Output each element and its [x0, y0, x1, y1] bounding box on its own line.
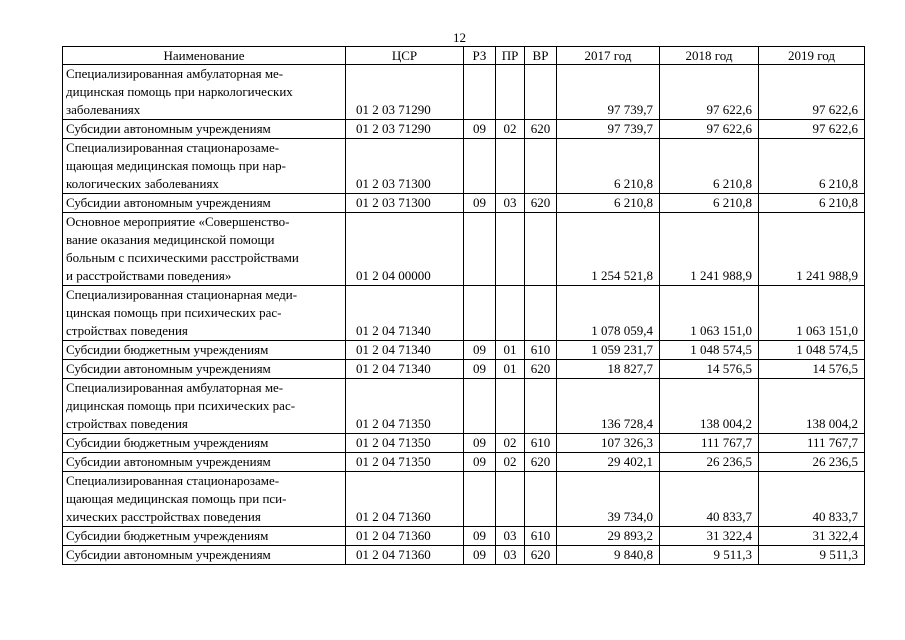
cell-name-line: Субсидии автономным учреждениям: [66, 361, 271, 376]
cell-vr: [525, 65, 557, 120]
cell-2018: 111 767,7: [660, 434, 759, 453]
cell-csr: 01 2 03 71290: [346, 65, 464, 120]
cell-pr: 02: [496, 453, 525, 472]
cell-2018: 138 004,2: [660, 379, 759, 434]
cell-name: [63, 453, 346, 472]
cell-pr: [496, 139, 525, 194]
table-row: [63, 65, 865, 120]
cell-name-line: щающая медицинская помощь при пси-: [66, 491, 287, 506]
cell-pr: [496, 379, 525, 434]
table-row: [63, 120, 865, 139]
cell-rz: 09: [464, 527, 496, 546]
cell-name: [63, 546, 346, 565]
cell-name-line: Субсидии бюджетным учреждениям: [66, 435, 269, 450]
cell-name-line: стройствах поведения: [66, 323, 188, 338]
cell-pr: 01: [496, 360, 525, 379]
cell-pr: 03: [496, 527, 525, 546]
cell-name: [63, 379, 346, 434]
cell-name: [63, 360, 346, 379]
cell-2019: 111 767,7: [759, 434, 865, 453]
table-row: [63, 341, 865, 360]
cell-name-line: хических расстройствах поведения: [66, 509, 261, 524]
cell-2018: 6 210,8: [660, 194, 759, 213]
cell-pr: 02: [496, 434, 525, 453]
cell-name-line: заболеваниях: [66, 102, 141, 117]
table-row: [63, 434, 865, 453]
cell-2019: 97 622,6: [759, 120, 865, 139]
table-body: [63, 65, 865, 565]
header-2017: 2017 год: [557, 47, 660, 65]
cell-2019: 40 833,7: [759, 472, 865, 527]
cell-2019: 14 576,5: [759, 360, 865, 379]
cell-2017: 6 210,8: [557, 194, 660, 213]
cell-2018: 1 063 151,0: [660, 286, 759, 341]
cell-name-line: цинская помощь при психических рас-: [66, 305, 282, 320]
cell-name-line: Специализированная амбулаторная ме-: [66, 66, 284, 81]
cell-name-line: Субсидии автономным учреждениям: [66, 121, 271, 136]
cell-rz: 09: [464, 546, 496, 565]
cell-2017: 18 827,7: [557, 360, 660, 379]
cell-name-line: Основное мероприятие «Совершенство-: [66, 214, 290, 229]
cell-name: [63, 434, 346, 453]
cell-name: [63, 120, 346, 139]
cell-name: [63, 472, 346, 527]
cell-rz: [464, 472, 496, 527]
cell-csr: 01 2 03 71300: [346, 194, 464, 213]
cell-name-line: Субсидии автономным учреждениям: [66, 454, 271, 469]
cell-2017: 29 402,1: [557, 453, 660, 472]
header-2019: 2019 год: [759, 47, 865, 65]
table-row: [63, 527, 865, 546]
cell-name-line: вание оказания медицинской помощи: [66, 232, 275, 247]
table-row: [63, 194, 865, 213]
cell-csr: 01 2 04 71360: [346, 527, 464, 546]
cell-rz: 09: [464, 341, 496, 360]
cell-rz: 09: [464, 434, 496, 453]
cell-vr: 610: [525, 527, 557, 546]
cell-name: [63, 341, 346, 360]
header-pr: ПР: [496, 47, 525, 65]
cell-vr: 620: [525, 360, 557, 379]
cell-2018: 9 511,3: [660, 546, 759, 565]
cell-name-line: Субсидии автономным учреждениям: [66, 195, 271, 210]
cell-2017: 6 210,8: [557, 139, 660, 194]
cell-2017: 1 254 521,8: [557, 213, 660, 286]
cell-name-line: дицинская помощь при наркологических: [66, 84, 293, 99]
cell-pr: [496, 65, 525, 120]
cell-vr: 620: [525, 120, 557, 139]
cell-name-line: больным с психическими расстройствами: [66, 250, 299, 265]
cell-name: [63, 194, 346, 213]
cell-2017: 9 840,8: [557, 546, 660, 565]
budget-table: [62, 46, 865, 565]
cell-name-line: и расстройствами поведения»: [66, 268, 232, 283]
cell-csr: 01 2 04 71350: [346, 453, 464, 472]
cell-pr: [496, 213, 525, 286]
cell-vr: 610: [525, 434, 557, 453]
cell-pr: 03: [496, 546, 525, 565]
table-row: [63, 139, 865, 194]
cell-rz: [464, 65, 496, 120]
cell-2018: 97 622,6: [660, 120, 759, 139]
table-row: [63, 472, 865, 527]
cell-2018: 31 322,4: [660, 527, 759, 546]
cell-csr: 01 2 04 71340: [346, 341, 464, 360]
cell-name: [63, 139, 346, 194]
cell-2018: 26 236,5: [660, 453, 759, 472]
cell-2019: 138 004,2: [759, 379, 865, 434]
cell-name-line: Специализированная стационарозаме-: [66, 473, 280, 488]
cell-csr: 01 2 03 71290: [346, 120, 464, 139]
cell-2019: 6 210,8: [759, 194, 865, 213]
cell-vr: 620: [525, 194, 557, 213]
cell-rz: 09: [464, 194, 496, 213]
cell-2018: 40 833,7: [660, 472, 759, 527]
cell-vr: [525, 286, 557, 341]
table-row: [63, 360, 865, 379]
cell-2018: 1 241 988,9: [660, 213, 759, 286]
cell-2017: 29 893,2: [557, 527, 660, 546]
cell-vr: 620: [525, 546, 557, 565]
cell-name: [63, 286, 346, 341]
cell-2019: 1 241 988,9: [759, 213, 865, 286]
header-csr: ЦСР: [346, 47, 464, 65]
cell-pr: [496, 472, 525, 527]
cell-name-line: Субсидии бюджетным учреждениям: [66, 528, 269, 543]
cell-rz: 09: [464, 120, 496, 139]
cell-vr: [525, 472, 557, 527]
cell-vr: 610: [525, 341, 557, 360]
cell-pr: 02: [496, 120, 525, 139]
cell-name-line: Субсидии бюджетным учреждениям: [66, 342, 269, 357]
cell-2018: 97 622,6: [660, 65, 759, 120]
cell-2019: 31 322,4: [759, 527, 865, 546]
cell-2017: 97 739,7: [557, 120, 660, 139]
cell-name-line: стройствах поведения: [66, 416, 188, 431]
cell-rz: [464, 379, 496, 434]
cell-2017: 39 734,0: [557, 472, 660, 527]
header-vr: ВР: [525, 47, 557, 65]
cell-name-line: щающая медицинская помощь при нар-: [66, 158, 287, 173]
cell-name-line: Специализированная стационарная меди-: [66, 287, 298, 302]
cell-csr: 01 2 04 71340: [346, 360, 464, 379]
cell-name: [63, 527, 346, 546]
cell-rz: 09: [464, 360, 496, 379]
header-name: Наименование: [63, 47, 346, 65]
cell-name-line: кологических заболеваниях: [66, 176, 219, 191]
cell-vr: [525, 139, 557, 194]
page-number: 12: [453, 30, 466, 45]
table-row: [63, 213, 865, 286]
cell-pr: 01: [496, 341, 525, 360]
cell-2017: 1 059 231,7: [557, 341, 660, 360]
cell-name: [63, 213, 346, 286]
cell-vr: 620: [525, 453, 557, 472]
table-row: [63, 379, 865, 434]
cell-2019: 1 048 574,5: [759, 341, 865, 360]
cell-rz: 09: [464, 453, 496, 472]
cell-2019: 97 622,6: [759, 65, 865, 120]
cell-name-line: дицинская помощь при психических рас-: [66, 398, 296, 413]
cell-vr: [525, 213, 557, 286]
table-row: [63, 453, 865, 472]
cell-csr: 01 2 04 00000: [346, 213, 464, 286]
table-header-row: [63, 47, 865, 65]
cell-csr: 01 2 04 71360: [346, 546, 464, 565]
cell-csr: 01 2 04 71340: [346, 286, 464, 341]
cell-csr: 01 2 03 71300: [346, 139, 464, 194]
cell-rz: [464, 139, 496, 194]
cell-2018: 6 210,8: [660, 139, 759, 194]
cell-2019: 9 511,3: [759, 546, 865, 565]
cell-csr: 01 2 04 71350: [346, 434, 464, 453]
header-2018: 2018 год: [660, 47, 759, 65]
cell-name-line: Субсидии автономным учреждениям: [66, 547, 271, 562]
cell-2018: 14 576,5: [660, 360, 759, 379]
cell-csr: 01 2 04 71350: [346, 379, 464, 434]
cell-name-line: Специализированная стационарозаме-: [66, 140, 280, 155]
table-row: [63, 546, 865, 565]
cell-pr: [496, 286, 525, 341]
cell-2018: 1 048 574,5: [660, 341, 759, 360]
cell-2017: 107 326,3: [557, 434, 660, 453]
cell-2019: 6 210,8: [759, 139, 865, 194]
cell-csr: 01 2 04 71360: [346, 472, 464, 527]
table-row: [63, 286, 865, 341]
cell-rz: [464, 286, 496, 341]
cell-2019: 26 236,5: [759, 453, 865, 472]
cell-vr: [525, 379, 557, 434]
cell-name-line: Специализированная амбулаторная ме-: [66, 380, 284, 395]
cell-name: [63, 65, 346, 120]
cell-2017: 97 739,7: [557, 65, 660, 120]
cell-2019: 1 063 151,0: [759, 286, 865, 341]
cell-2017: 136 728,4: [557, 379, 660, 434]
cell-2017: 1 078 059,4: [557, 286, 660, 341]
cell-rz: [464, 213, 496, 286]
header-rz: РЗ: [464, 47, 496, 65]
cell-pr: 03: [496, 194, 525, 213]
